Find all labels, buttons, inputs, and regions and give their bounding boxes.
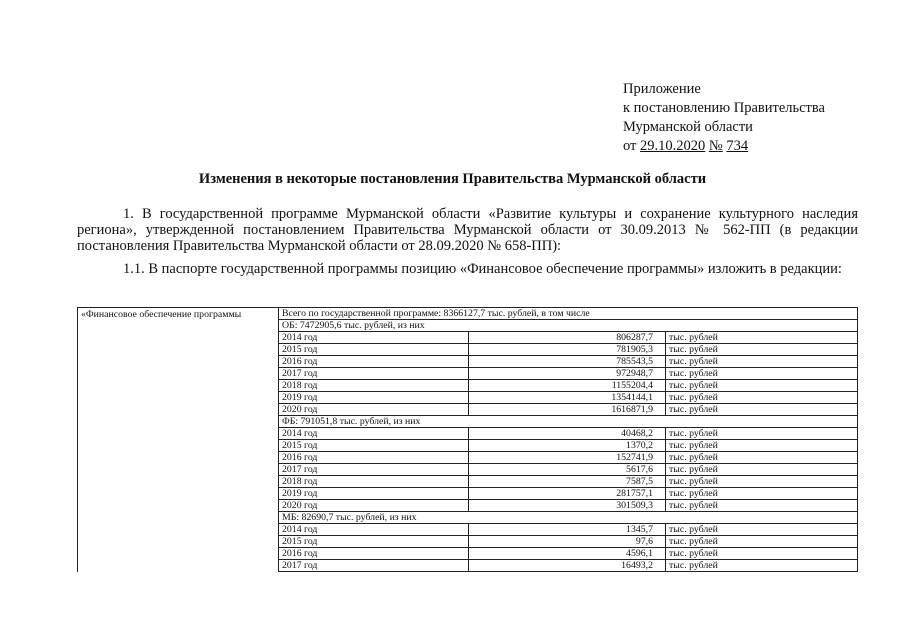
cell-unit: тыс. рублей (666, 332, 858, 344)
cell-value: 1354144,1 (469, 392, 666, 404)
cell-value: 4596,1 (469, 548, 666, 560)
cell-value: 806287,7 (469, 332, 666, 344)
paragraph-1: 1. В государственной программе Мурманской области «Развитие культуры и сохранение культурного наследия региона», утвержденной постановлением Правительства Мурманской области от 30.09.2013 № 562-ПП (в редакции постановления Правительства Мурманской области от 28.09.2020 № 658-ПП): (77, 206, 858, 254)
total-cell: Всего по государственной программе: 8366127,7 тыс. рублей, в том числе (279, 308, 858, 320)
number-sign: № (708, 138, 723, 154)
cell-unit: тыс. рублей (666, 560, 858, 572)
section-heading: ОБ: 7472905,6 тыс. рублей, из них (279, 320, 858, 332)
financing-table-body (78, 308, 858, 572)
cell-value: 1616871,9 (469, 404, 666, 416)
cell-value: 7587,5 (469, 476, 666, 488)
cell-year: 2018 год (279, 380, 469, 392)
section-heading: ФБ: 791051,8 тыс. рублей, из них (279, 416, 858, 428)
cell-unit: тыс. рублей (666, 500, 858, 512)
cell-value: 781905,3 (469, 344, 666, 356)
appendix-line-1: Приложение (623, 81, 701, 97)
cell-unit: тыс. рублей (666, 428, 858, 440)
cell-unit: тыс. рублей (666, 440, 858, 452)
cell-unit: тыс. рублей (666, 524, 858, 536)
cell-year: 2016 год (279, 452, 469, 464)
cell-unit: тыс. рублей (666, 464, 858, 476)
appendix-date-line (623, 137, 825, 156)
date-prefix: от (623, 138, 637, 154)
cell-value: 1345,7 (469, 524, 666, 536)
cell-value: 40468,2 (469, 428, 666, 440)
cell-year: 2016 год (279, 356, 469, 368)
cell-unit: тыс. рублей (666, 344, 858, 356)
cell-value: 281757,1 (469, 488, 666, 500)
cell-year: 2016 год (279, 548, 469, 560)
cell-year: 2014 год (279, 332, 469, 344)
cell-unit: тыс. рублей (666, 452, 858, 464)
cell-value: 785543,5 (469, 356, 666, 368)
cell-value: 97,6 (469, 536, 666, 548)
appendix-block (623, 80, 825, 156)
cell-year: 2015 год (279, 344, 469, 356)
cell-value: 16493,2 (469, 560, 666, 572)
cell-year: 2017 год (279, 560, 469, 572)
cell-year: 2019 год (279, 392, 469, 404)
cell-unit: тыс. рублей (666, 380, 858, 392)
document-title: Изменения в некоторые постановления Правительства Мурманской области (198, 171, 707, 187)
appendix-number: 734 (726, 138, 749, 154)
cell-year: 2015 год (279, 536, 469, 548)
cell-year: 2020 год (279, 500, 469, 512)
cell-year: 2018 год (279, 476, 469, 488)
cell-year: 2014 год (279, 428, 469, 440)
cell-year: 2014 год (279, 524, 469, 536)
paragraph-1-1: 1.1. В паспорте государственной программы позицию «Финансовое обеспечение программы» изложить в редакции: (123, 261, 842, 277)
appendix-line-3: Мурманской области (623, 119, 753, 135)
appendix-date: 29.10.2020 (640, 138, 706, 154)
cell-value: 152741,9 (469, 452, 666, 464)
financing-label-cell: «Финансовое обеспечение программы (78, 308, 279, 572)
table-row-total (78, 308, 858, 320)
cell-year: 2020 год (279, 404, 469, 416)
cell-unit: тыс. рублей (666, 476, 858, 488)
cell-year: 2017 год (279, 464, 469, 476)
appendix-line-2: к постановлению Правительства (623, 100, 825, 116)
cell-value: 1370,2 (469, 440, 666, 452)
cell-year: 2015 год (279, 440, 469, 452)
cell-unit: тыс. рублей (666, 404, 858, 416)
cell-unit: тыс. рублей (666, 536, 858, 548)
cell-year: 2017 год (279, 368, 469, 380)
section-heading: МБ: 82690,7 тыс. рублей, из них (279, 512, 858, 524)
cell-unit: тыс. рублей (666, 356, 858, 368)
cell-year: 2019 год (279, 488, 469, 500)
financing-table (77, 307, 858, 572)
cell-unit: тыс. рублей (666, 368, 858, 380)
cell-value: 1155204,4 (469, 380, 666, 392)
cell-value: 5617,6 (469, 464, 666, 476)
cell-value: 972948,7 (469, 368, 666, 380)
cell-unit: тыс. рублей (666, 392, 858, 404)
cell-unit: тыс. рублей (666, 488, 858, 500)
cell-value: 301509,3 (469, 500, 666, 512)
cell-unit: тыс. рублей (666, 548, 858, 560)
